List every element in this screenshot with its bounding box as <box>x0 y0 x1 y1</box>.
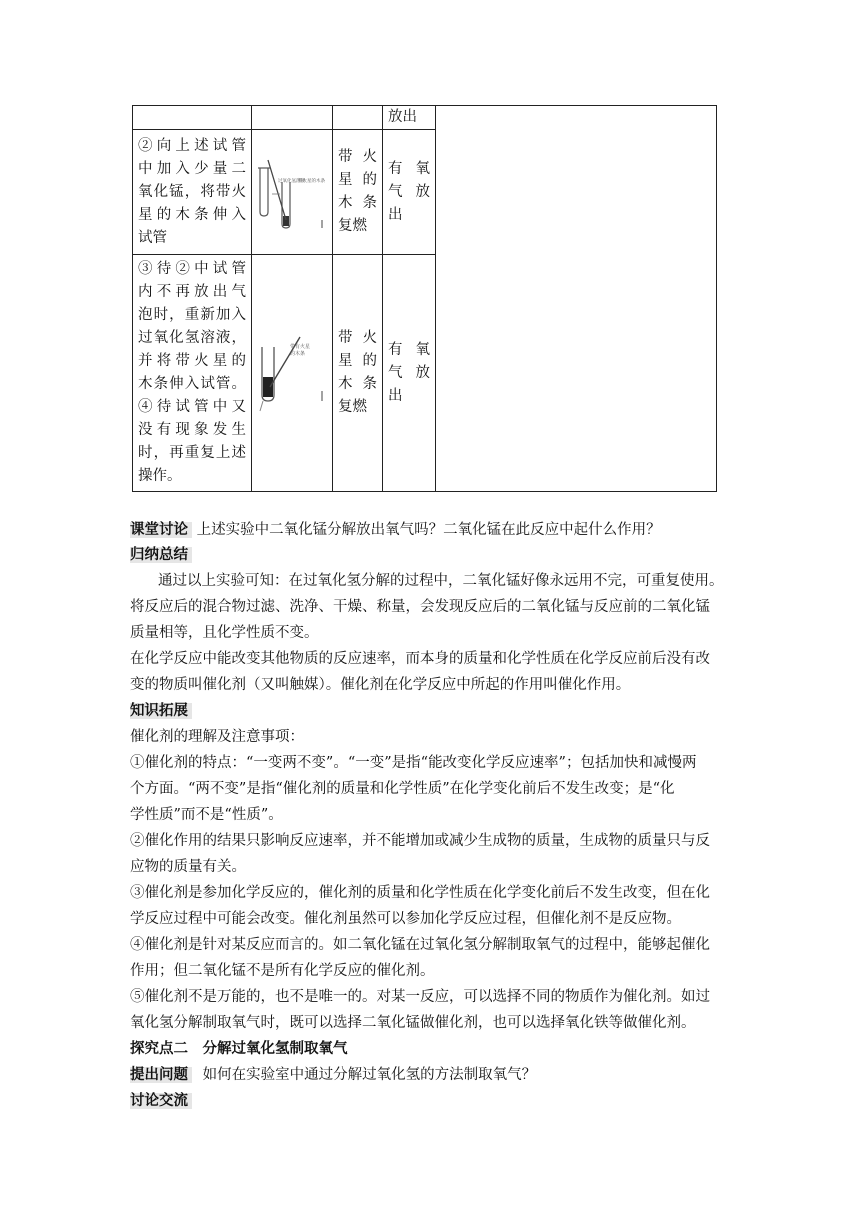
figure-label: 过氧化氢溶液 <box>278 179 305 184</box>
table-cell <box>133 106 252 130</box>
step-line: 时，再重复上述 <box>138 445 246 461</box>
step-line: ④待试管中又 <box>138 399 246 415</box>
summary-line: 在化学反应中能改变其他物质的反应速率，而本身的质量和化学性质在化学反应前后没有改 <box>130 651 710 667</box>
extension-line: 学性质”而不是“性质”。 <box>130 807 283 823</box>
test-tube-icon <box>282 182 290 228</box>
phenomenon-line: 复燃 <box>338 399 367 415</box>
phenomenon-line: 星 的 <box>338 172 377 188</box>
test-tube-illustration <box>252 255 332 483</box>
phenomenon-line: 带 火 <box>338 330 377 346</box>
question-line <box>130 1065 536 1085</box>
step-line: ③待②中试管 <box>138 261 246 277</box>
step-line: 操作。 <box>138 468 182 484</box>
extension-line: 作用；但二氧化锰不是所有化学反应的催化剂。 <box>130 963 435 979</box>
phenomenon-line: 星 的 <box>338 353 377 369</box>
figure-label: 的木条 <box>290 351 306 357</box>
test-tube-illustration <box>252 130 332 246</box>
section-label-summary: 归纳总结 <box>130 547 192 563</box>
extension-line: 催化剂的理解及注意事项： <box>130 729 304 745</box>
conclusion-cell <box>436 106 717 492</box>
figure-label: 带有火星 <box>290 344 311 350</box>
summary-line: 将反应后的混合物过滤、洗净、干燥、称量，会发现反应后的二氧化锰与反应前的二氧化锰 <box>130 599 710 615</box>
step-line: 没有现象发生 <box>138 422 246 438</box>
inquiry-point-title: 探究点二 分解过氧化氢制取氧气 <box>130 1041 348 1057</box>
extension-heading <box>130 701 192 721</box>
discussion-text: 上述实验中二氧化锰分解放出氧气吗？二氧化锰在此反应中起什么作用？ <box>196 522 661 538</box>
observation-cell <box>383 106 436 130</box>
step-line: 内不再放出气 <box>138 284 246 300</box>
step-line: ②向上述试管 <box>138 137 246 154</box>
observation-line: 气 放 <box>388 183 430 200</box>
phenomenon-line: 木 条 <box>338 195 377 211</box>
extension-line: ②催化作用的结果只影响反应速率，并不能增加或减少生成物的质量，生成物的质量只与反 <box>130 833 710 849</box>
wooden-splint-icon <box>268 160 286 220</box>
table-cell <box>333 106 383 130</box>
extension-line: 应物的质量有关。 <box>130 859 246 875</box>
observation-line: 有 氧 <box>388 160 430 177</box>
step-cell <box>133 255 252 492</box>
step-line: 试管 <box>138 229 167 246</box>
section-label-extension: 知识拓展 <box>130 703 192 719</box>
step-line: 木条伸入试管。 <box>138 376 246 392</box>
section-label-discussion: 课堂讨论 <box>130 522 192 538</box>
section-label-question: 提出问题 <box>130 1067 192 1083</box>
step-line: 过氧化氢溶液， <box>138 330 246 346</box>
discussion-line <box>130 520 661 540</box>
experiment-table <box>132 105 717 492</box>
table-row <box>133 106 717 130</box>
step-line: 氧化锰，将带火 <box>138 183 246 200</box>
summary-heading <box>130 545 192 565</box>
extension-line: ③催化剂是参加化学反应的，催化剂的质量和化学性质在化学变化前后不发生改变，但在化 <box>130 885 710 901</box>
figure-cell <box>252 255 333 492</box>
observation-line: 出 <box>388 206 403 223</box>
extension-line: 氧化氢分解制取氧气时，既可以选择二氧化锰做催化剂，也可以选择氧化铁等做催化剂。 <box>130 1015 696 1031</box>
question-text: 如何在实验室中通过分解过氧化氢的方法制取氧气？ <box>202 1067 537 1083</box>
step-line: 泡时，重新加入 <box>138 307 246 323</box>
phenomenon-line: 复燃 <box>338 218 367 234</box>
step-line: 并将带火星的 <box>138 353 246 369</box>
figure-label: 带火星的木条 <box>298 179 325 184</box>
observation-line: 出 <box>388 387 403 404</box>
extension-line: ①催化剂的特点：“一变两不变”。“一变”是指“能改变化学反应速率”；包括加快和减慢两 <box>130 755 697 771</box>
exchange-heading <box>130 1091 192 1111</box>
phenomenon-cell <box>333 255 383 492</box>
observation-line: 气 放 <box>388 364 430 381</box>
observation-cell <box>383 255 436 492</box>
summary-line: 质量相等，且化学性质不变。 <box>130 625 319 641</box>
step-line: 星的木条伸入 <box>138 206 246 223</box>
observation-cell <box>383 130 436 255</box>
step-line: 中加入少量二 <box>138 160 246 177</box>
observation-line: 有 氧 <box>388 341 430 358</box>
summary-line: 变的物质叫催化剂（又叫触媒）。催化剂在化学反应中所起的作用叫催化作用。 <box>130 677 631 693</box>
table-cell <box>252 106 333 130</box>
figure-cell <box>252 130 333 255</box>
observation-text: 放出 <box>388 109 417 125</box>
extension-line: 学反应过程中可能会改变。催化剂虽然可以参加化学反应过程，但催化剂不是反应物。 <box>130 911 681 927</box>
test-tube-icon <box>260 347 274 411</box>
phenomenon-cell <box>333 130 383 255</box>
section-label-exchange: 讨论交流 <box>130 1093 192 1109</box>
summary-line: 通过以上实验可知：在过氧化氢分解的过程中，二氧化锰好像永远用不完，可重复使用。 <box>158 573 724 589</box>
extension-line: 个方面。“两不变”是指“催化剂的质量和化学性质”在化学变化前后不发生改变；是“化 <box>130 781 675 797</box>
test-tube-icon <box>258 168 270 216</box>
extension-line: ⑤催化剂不是万能的，也不是唯一的。对某一反应，可以选择不同的物质作为催化剂。如过 <box>130 989 710 1005</box>
phenomenon-line: 带 火 <box>338 149 377 165</box>
extension-line: ④催化剂是针对某反应而言的。如二氧化锰在过氧化氢分解制取氧气的过程中，能够起催化 <box>130 937 710 953</box>
phenomenon-line: 木 条 <box>338 376 377 392</box>
step-cell <box>133 130 252 255</box>
